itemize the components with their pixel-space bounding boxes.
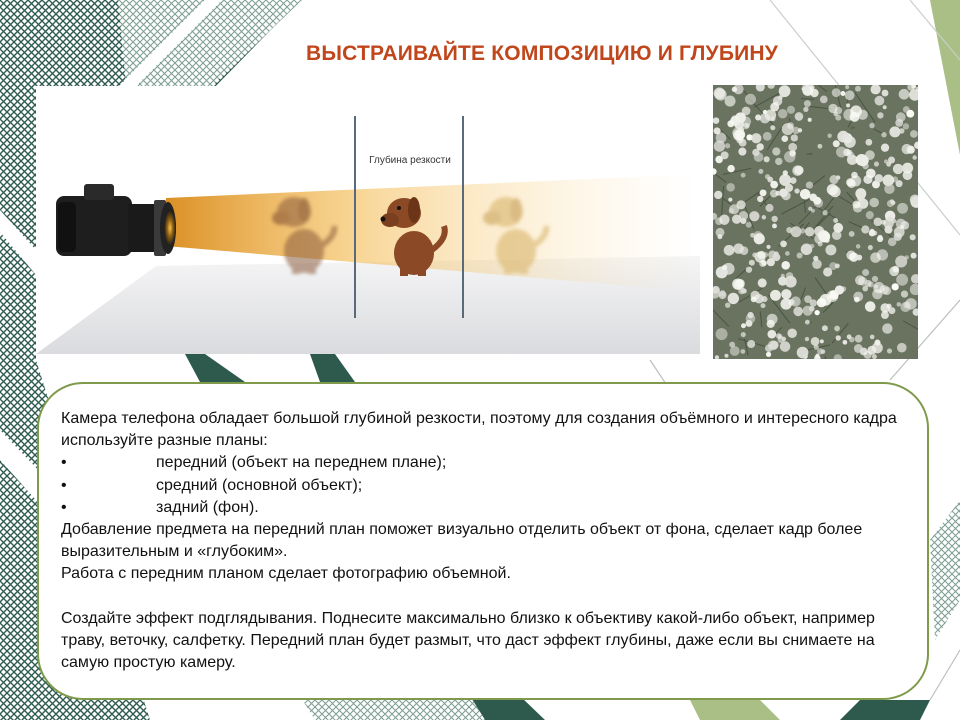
flower-blossom — [741, 173, 746, 178]
flower-blossom — [869, 230, 876, 237]
flower-blossom — [754, 233, 765, 244]
flower-blossom — [880, 303, 889, 312]
flower-blossom — [736, 200, 745, 209]
flower-blossom — [854, 297, 860, 303]
list-item-text: передний (объект на переднем плане); — [156, 454, 447, 472]
flower-blossom — [806, 181, 813, 188]
flower-blossom — [813, 197, 821, 205]
dark-green-shape-2 — [310, 354, 355, 382]
flower-blossom — [745, 94, 756, 105]
flower-blossom — [779, 85, 791, 97]
flower-blossom — [889, 126, 900, 137]
flower-blossom — [757, 251, 765, 259]
flower-blossom — [773, 253, 781, 261]
flower-blossom — [828, 104, 837, 113]
flower-blossom — [714, 127, 721, 134]
flower-blossom — [751, 133, 761, 143]
flower-blossom — [772, 224, 777, 229]
flower-blossom — [821, 349, 826, 354]
flower-blossom — [770, 125, 775, 130]
flower-blossom — [790, 177, 797, 184]
flower-blossom — [734, 119, 744, 129]
flower-blossom — [766, 352, 771, 357]
list-item-text: средний (основной объект); — [156, 476, 363, 494]
flower-blossom — [833, 218, 838, 223]
flower-blossom — [747, 340, 755, 348]
flower-blossom — [847, 150, 853, 156]
flower-blossom — [886, 162, 891, 167]
foreground-paragraph: Добавление предмета на передний план поможет визуально отделить объект от фона, сделает кадр более выразительным и «глубоким». — [61, 521, 863, 561]
flower-blossom — [875, 96, 885, 106]
flower-blossom — [903, 123, 909, 129]
flower-blossom — [765, 204, 773, 212]
flower-blossom — [897, 343, 907, 353]
flower-blossom — [814, 234, 823, 243]
flower-blossom — [808, 207, 812, 211]
flower-blossom — [850, 105, 862, 117]
flower-blossom — [752, 252, 757, 257]
flower-blossom — [888, 238, 897, 247]
flower-blossom — [900, 225, 904, 229]
flower-blossom — [840, 91, 845, 96]
flower-blossom — [872, 354, 877, 359]
flower-blossom — [714, 191, 722, 199]
flower-blossom — [764, 156, 770, 162]
flower-blossom — [906, 110, 914, 118]
flower-blossom — [874, 161, 879, 166]
flower-blossom — [797, 347, 809, 359]
flower-blossom — [887, 217, 893, 223]
flower-blossom — [869, 123, 874, 128]
flower-blossom — [725, 143, 730, 148]
flower-blossom — [822, 325, 828, 331]
flower-blossom — [825, 244, 836, 255]
volume-paragraph: Работа с передним планом сделает фотографию объемной. — [61, 565, 511, 583]
flower-blossom — [770, 102, 779, 111]
flower-blossom — [785, 251, 790, 256]
flower-blossom — [862, 269, 869, 276]
flower-blossom — [728, 198, 732, 202]
flower-blossom — [853, 201, 861, 209]
flower-blossom — [911, 253, 917, 259]
flower-blossom — [887, 348, 892, 353]
flower-blossom — [793, 307, 803, 317]
flower-blossom — [844, 136, 856, 148]
flower-blossom — [895, 255, 907, 267]
flower-blossom — [777, 334, 782, 339]
flower-blossom — [834, 326, 840, 332]
flower-blossom — [798, 128, 802, 132]
flower-blossom — [870, 335, 875, 340]
flower-blossom — [805, 337, 809, 341]
flower-blossom — [778, 109, 787, 118]
flower-blossom — [780, 298, 791, 309]
flower-blossom — [855, 335, 863, 343]
flower-blossom — [862, 163, 869, 170]
flower-blossom — [785, 184, 793, 192]
flower-blossom — [836, 147, 847, 158]
flower-blossom — [812, 259, 822, 269]
flower-blossom — [803, 107, 808, 112]
flower-blossom — [780, 341, 791, 352]
flower-blossom — [724, 245, 735, 256]
flower-blossom — [811, 337, 820, 346]
flower-blossom — [817, 144, 822, 149]
thin-line-5 — [930, 650, 960, 700]
camera-icon — [56, 184, 176, 256]
flower-blossom — [758, 169, 763, 174]
dark-green-shape-4 — [840, 700, 930, 720]
flower-blossom — [741, 332, 746, 337]
flower-blossom — [781, 135, 788, 142]
flower-blossom — [833, 223, 843, 233]
flower-blossom — [760, 189, 767, 196]
flower-blossom — [849, 231, 855, 237]
flower-blossom — [865, 139, 872, 146]
bullet-marker: • — [61, 476, 67, 494]
flower-blossom — [791, 296, 801, 306]
flower-blossom — [724, 354, 728, 358]
flower-blossom — [767, 330, 776, 339]
flower-blossom — [795, 112, 804, 121]
flower-blossom — [741, 323, 746, 328]
flower-blossom — [896, 180, 903, 187]
flower-blossom — [845, 85, 849, 89]
flower-blossom — [822, 210, 827, 215]
flower-blossom — [829, 186, 840, 197]
flower-blossom — [808, 118, 812, 122]
flower-blossom — [741, 349, 746, 354]
flower-blossom — [758, 278, 767, 287]
flower-blossom — [872, 276, 878, 282]
flower-blossom — [881, 132, 886, 137]
flower-blossom — [864, 351, 872, 359]
flower-blossom — [878, 235, 883, 240]
bullet-marker: • — [61, 454, 67, 472]
flower-blossom — [782, 337, 787, 342]
flower-blossom — [823, 267, 832, 276]
flower-blossom — [749, 260, 755, 266]
flower-blossom — [865, 301, 876, 312]
list-item — [61, 497, 911, 519]
list-item — [61, 475, 911, 497]
flower-blossom — [804, 295, 812, 303]
flower-blossom — [781, 261, 790, 270]
flower-blossom — [754, 152, 764, 162]
flower-blossom — [729, 208, 734, 213]
flower-blossom — [896, 274, 908, 286]
flower-blossom — [794, 188, 799, 193]
flower-blossom — [740, 288, 746, 294]
flower-blossom — [820, 339, 824, 343]
flower-blossom — [801, 244, 813, 256]
flower-blossom — [847, 179, 856, 188]
flower-blossom — [715, 89, 727, 101]
flower-blossom — [804, 100, 811, 107]
intro-paragraph: Камера телефона обладает большой глубиной резкости, поэтому для создания объёмного и интересного кадра используйте разные планы: — [61, 410, 897, 450]
flower-blossom — [836, 335, 841, 340]
flower-blossom — [832, 88, 841, 97]
flower-blossom — [901, 290, 908, 297]
flower-blossom — [866, 211, 874, 219]
dof-label: Глубина резкости — [369, 155, 451, 166]
flower-blossom — [827, 134, 831, 138]
depth-of-field-illustration — [36, 86, 700, 354]
flower-blossom — [900, 302, 910, 312]
flower-blossom — [835, 263, 840, 268]
body-text — [61, 408, 911, 674]
flower-blossom — [727, 165, 734, 172]
flower-blossom — [717, 234, 722, 239]
flower-blossom — [797, 253, 803, 259]
flower-blossom — [767, 314, 778, 325]
flower-blossom — [732, 215, 741, 224]
paragraph-gap — [61, 586, 911, 608]
flower-blossom — [870, 252, 881, 263]
flower-blossom — [869, 198, 879, 208]
flower-blossom — [733, 243, 744, 254]
flower-blossom — [882, 323, 892, 333]
light-green-bottom — [690, 700, 780, 720]
flower-blossom — [719, 215, 729, 225]
flower-blossom — [882, 90, 889, 97]
flower-blossom — [762, 215, 767, 220]
flower-blossom — [856, 244, 861, 249]
flower-blossom — [746, 266, 752, 272]
flower-blossom — [910, 130, 918, 138]
flower-blossom — [770, 181, 778, 189]
flower-blossom — [775, 158, 782, 165]
hatch-right-lower — [930, 500, 960, 640]
flower-blossom — [895, 119, 903, 127]
bullet-marker: • — [61, 498, 67, 516]
flower-blossom — [903, 170, 913, 180]
flower-blossom — [835, 285, 844, 294]
flower-blossom — [817, 298, 826, 307]
flower-blossom — [759, 260, 766, 267]
flowers-photo — [713, 85, 918, 359]
flower-blossom — [784, 151, 796, 163]
flower-blossom — [765, 174, 770, 179]
flower-blossom — [866, 169, 876, 179]
flower-blossom — [732, 278, 743, 289]
flower-blossom — [843, 340, 848, 345]
flower-blossom — [893, 164, 903, 174]
flower-blossom — [738, 148, 746, 156]
flower-blossom — [767, 245, 771, 249]
flower-blossom — [868, 245, 873, 250]
flower-blossom — [887, 200, 894, 207]
list-item-text: задний (фон). — [156, 498, 259, 516]
slide-title: ВЫСТРАИВАЙТЕ КОМПОЗИЦИЮ И ГЛУБИНУ — [306, 42, 779, 65]
flower-blossom — [757, 196, 763, 202]
flower-blossom — [849, 337, 854, 342]
flower-blossom — [725, 302, 730, 307]
flower-blossom — [907, 146, 915, 154]
flower-blossom — [770, 290, 781, 301]
flower-blossom — [855, 86, 861, 92]
flower-blossom — [722, 265, 727, 270]
flower-blossom — [865, 150, 875, 160]
flower-blossom — [899, 89, 910, 100]
flower-blossom — [765, 344, 773, 352]
flower-blossom — [729, 342, 735, 348]
flower-blossom — [861, 225, 869, 233]
flower-blossom — [814, 310, 819, 315]
flower-blossom — [772, 147, 780, 155]
flower-blossom — [897, 302, 902, 307]
flower-blossom — [855, 275, 865, 285]
flower-blossom — [851, 172, 858, 179]
flower-blossom — [715, 156, 723, 164]
flower-blossom — [892, 283, 899, 290]
flower-blossom — [728, 293, 739, 304]
flower-blossom — [791, 134, 798, 141]
flower-blossom — [716, 328, 728, 340]
stem — [807, 154, 813, 155]
flower-blossom — [725, 96, 736, 107]
flower-blossom — [749, 211, 759, 221]
light-green-triangle — [930, 0, 960, 155]
flower-blossom — [787, 106, 795, 114]
flower-blossom — [833, 140, 840, 147]
flower-blossom — [857, 195, 864, 202]
flower-blossom — [884, 226, 892, 234]
dark-green-shape-1 — [185, 354, 245, 382]
flower-blossom — [877, 112, 883, 118]
flower-blossom — [719, 290, 725, 296]
flower-blossom — [787, 328, 797, 338]
flower-blossom — [746, 314, 756, 324]
flower-blossom — [760, 303, 765, 308]
flower-blossom — [791, 226, 802, 237]
flower-blossom — [820, 96, 828, 104]
flower-blossom — [785, 276, 797, 288]
flower-blossom — [781, 289, 791, 299]
stem — [801, 99, 814, 100]
flower-blossom — [846, 250, 856, 260]
flower-blossom — [805, 320, 810, 325]
flower-blossom — [730, 346, 740, 356]
flower-blossom — [733, 129, 745, 141]
flower-blossom — [763, 132, 772, 141]
flower-blossom — [912, 155, 916, 159]
flower-blossom — [875, 174, 883, 182]
flower-blossom — [874, 284, 878, 288]
flower-blossom — [883, 105, 887, 109]
flower-blossom — [770, 190, 778, 198]
flower-blossom — [782, 123, 794, 135]
flower-blossom — [751, 296, 757, 302]
flower-blossom — [884, 184, 894, 194]
list-item — [61, 452, 911, 474]
flower-blossom — [780, 241, 787, 248]
peeping-paragraph: Создайте эффект подглядывания. Поднесите максимально близко к объективу какой-либо объект, например траву, веточку, салфетку. Передний план будет размыт, что даст эффект глубины, даже если вы снимаете на самую простую камеру. — [61, 609, 875, 672]
flower-blossom — [897, 203, 908, 214]
flower-blossom — [889, 266, 899, 276]
flower-blossom — [910, 234, 916, 240]
flower-blossom — [846, 103, 850, 107]
flower-blossom — [788, 143, 797, 152]
flower-blossom — [800, 189, 811, 200]
flower-blossom — [873, 218, 882, 227]
flower-blossom — [845, 90, 855, 100]
flower-blossom — [726, 183, 735, 192]
flower-blossom — [771, 216, 777, 222]
flower-blossom — [872, 342, 883, 353]
flower-blossom — [803, 306, 813, 316]
flower-blossom — [794, 166, 803, 175]
flower-blossom — [746, 222, 752, 228]
flower-blossom — [805, 227, 814, 236]
flower-blossom — [836, 175, 840, 179]
flower-blossom — [881, 143, 889, 151]
flower-blossom — [732, 87, 737, 92]
flower-blossom — [713, 117, 719, 124]
